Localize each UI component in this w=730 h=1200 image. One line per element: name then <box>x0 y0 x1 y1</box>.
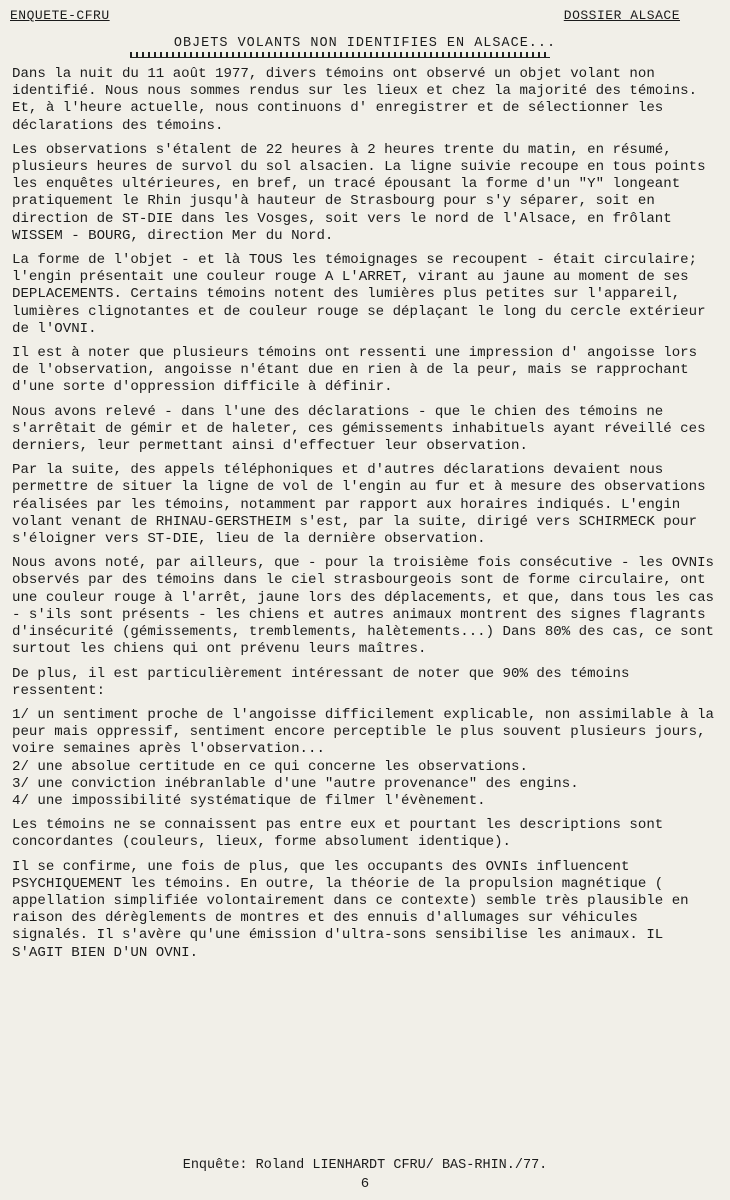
header-right: DOSSIER ALSACE <box>563 8 680 23</box>
list-item: 1/ un sentiment proche de l'angoisse difficilement explicable, non assimilable à la peur mais oppressif, sentiment encore perceptible le plus souvent plusieurs jours, voire semaines après l'observation... <box>12 706 714 758</box>
paragraph: Les observations s'étalent de 22 heures à 2 heures trente du matin, en résumé, plusieurs heures de survol du sol alsacien. La ligne suivie recoupe en tous points les enquêtes ultérieures, en bref, un tracé épousant la forme d'un "Y" longeant pratiquement le Rhin jusqu'à hauteur de Strasbourg pour s'y séparer, soit en direction de ST-DIE dans les Vosges, soit vers le nord de l'Alsace, en frôlant WISSEM - BOURG, direction Mer du Nord. <box>12 141 706 244</box>
paragraph: Il est à noter que plusieurs témoins ont ressenti une impression d' angoisse lors de l'observation, angoisse n'étant due en rien à de la peur, mais se rapprochant d'une sorte d'oppression difficile à définir. <box>12 345 698 396</box>
paragraph: Dans la nuit du 11 août 1977, divers témoins ont observé un objet volant non identifié. Nous nous sommes rendus sur les lieux et chez la majorité des témoins. Et, à l'heure actuelle, nous continuons d' enregistrer et de sélectionner les déclarations des témoins. <box>12 66 698 134</box>
article-title: OBJETS VOLANTS NON IDENTIFIES EN ALSACE... <box>173 36 557 51</box>
article-body <box>12 66 720 969</box>
paragraph: Il se confirme, une fois de plus, que les occupants des OVNIs influencent PSYCHIQUEMENT les témoins. En outre, la théorie de la propulsion magnétique ( appellation simplifiée volontairement dans ce contexte) semble très plausible en raison des dérèglements de montres et des ennuis d'allumages sur véhicules signalés. Il s'avère qu'une émission d'ultra-sons sensibilise les animaux. IL S'AGIT BIEN D'UN OVNI. <box>12 858 689 961</box>
header-left: ENQUETE-CFRU <box>10 8 110 23</box>
paragraph: La forme de l'objet - et là TOUS les témoignages se recoupent - était circulaire; l'engin présentait une couleur rouge A L'ARRET, virant au jaune au moment de ses DEPLACEMENTS. Certains témoins notent des lumières plus petites sur l'appareil, lumières clignotantes et de couleur rouge se déplaçant le long du cercle extérieur de l'OVNI. <box>12 252 706 337</box>
paragraph: Les témoins ne se connaissent pas entre eux et pourtant les descriptions sont concordantes (couleurs, lieux, forme absolument identique). <box>12 817 664 851</box>
page-number: 6 <box>360 1176 370 1192</box>
paragraph: Nous avons noté, par ailleurs, que - pour la troisième fois consécutive - les OVNIs observés par des témoins dans le ciel strasbourgeois sont de forme circulaire, ont une couleur rouge à l'arrêt, jaune lors des déplacements, et que, dans tous les cas - s'ils sont présents - les chiens et autres animaux montrent des signes flagrants d'insécurité (gémissements, tremblements, halètements...) Dans 80% des cas, ce sont surtout les chiens qui ont prévenu leurs maîtres. <box>12 555 714 658</box>
symptom-list <box>12 707 720 810</box>
list-item: 2/ une absolue certitude en ce qui concerne les observations. <box>12 758 528 775</box>
paragraph: De plus, il est particulièrement intéressant de noter que 90% des témoins ressentent: <box>12 665 630 699</box>
signature-line: Enquête: Roland LIENHARDT CFRU/ BAS-RHIN./77. <box>182 1158 548 1173</box>
list-item: 3/ une conviction inébranlable d'une "autre provenance" des engins. <box>12 775 579 792</box>
paragraph: Nous avons relevé - dans l'une des déclarations - que le chien des témoins ne s'arrêtait de gémir et de haleter, ces gémissements inhabituels ayant réveillé ces derniers, leur permettant ainsi d'effectuer leur observation. <box>12 403 706 455</box>
list-item: 4/ une impossibilité systématique de filmer l'évènement. <box>12 792 486 809</box>
paragraph: Par la suite, des appels téléphoniques et d'autres déclarations devaient nous permettre de situer la ligne de vol de l'engin au fur et à mesure des observations réalisées par les témoins, notamment par rapport aux horaires indiqués. L'engin volant venant de RHINAU-GERSTHEIM s'est, par la suite, dirigé vers SCHIRMECK pour s'éloigner vers ST-DIE, lieu de la dernière observation. <box>12 462 706 548</box>
title-underline <box>130 52 550 58</box>
